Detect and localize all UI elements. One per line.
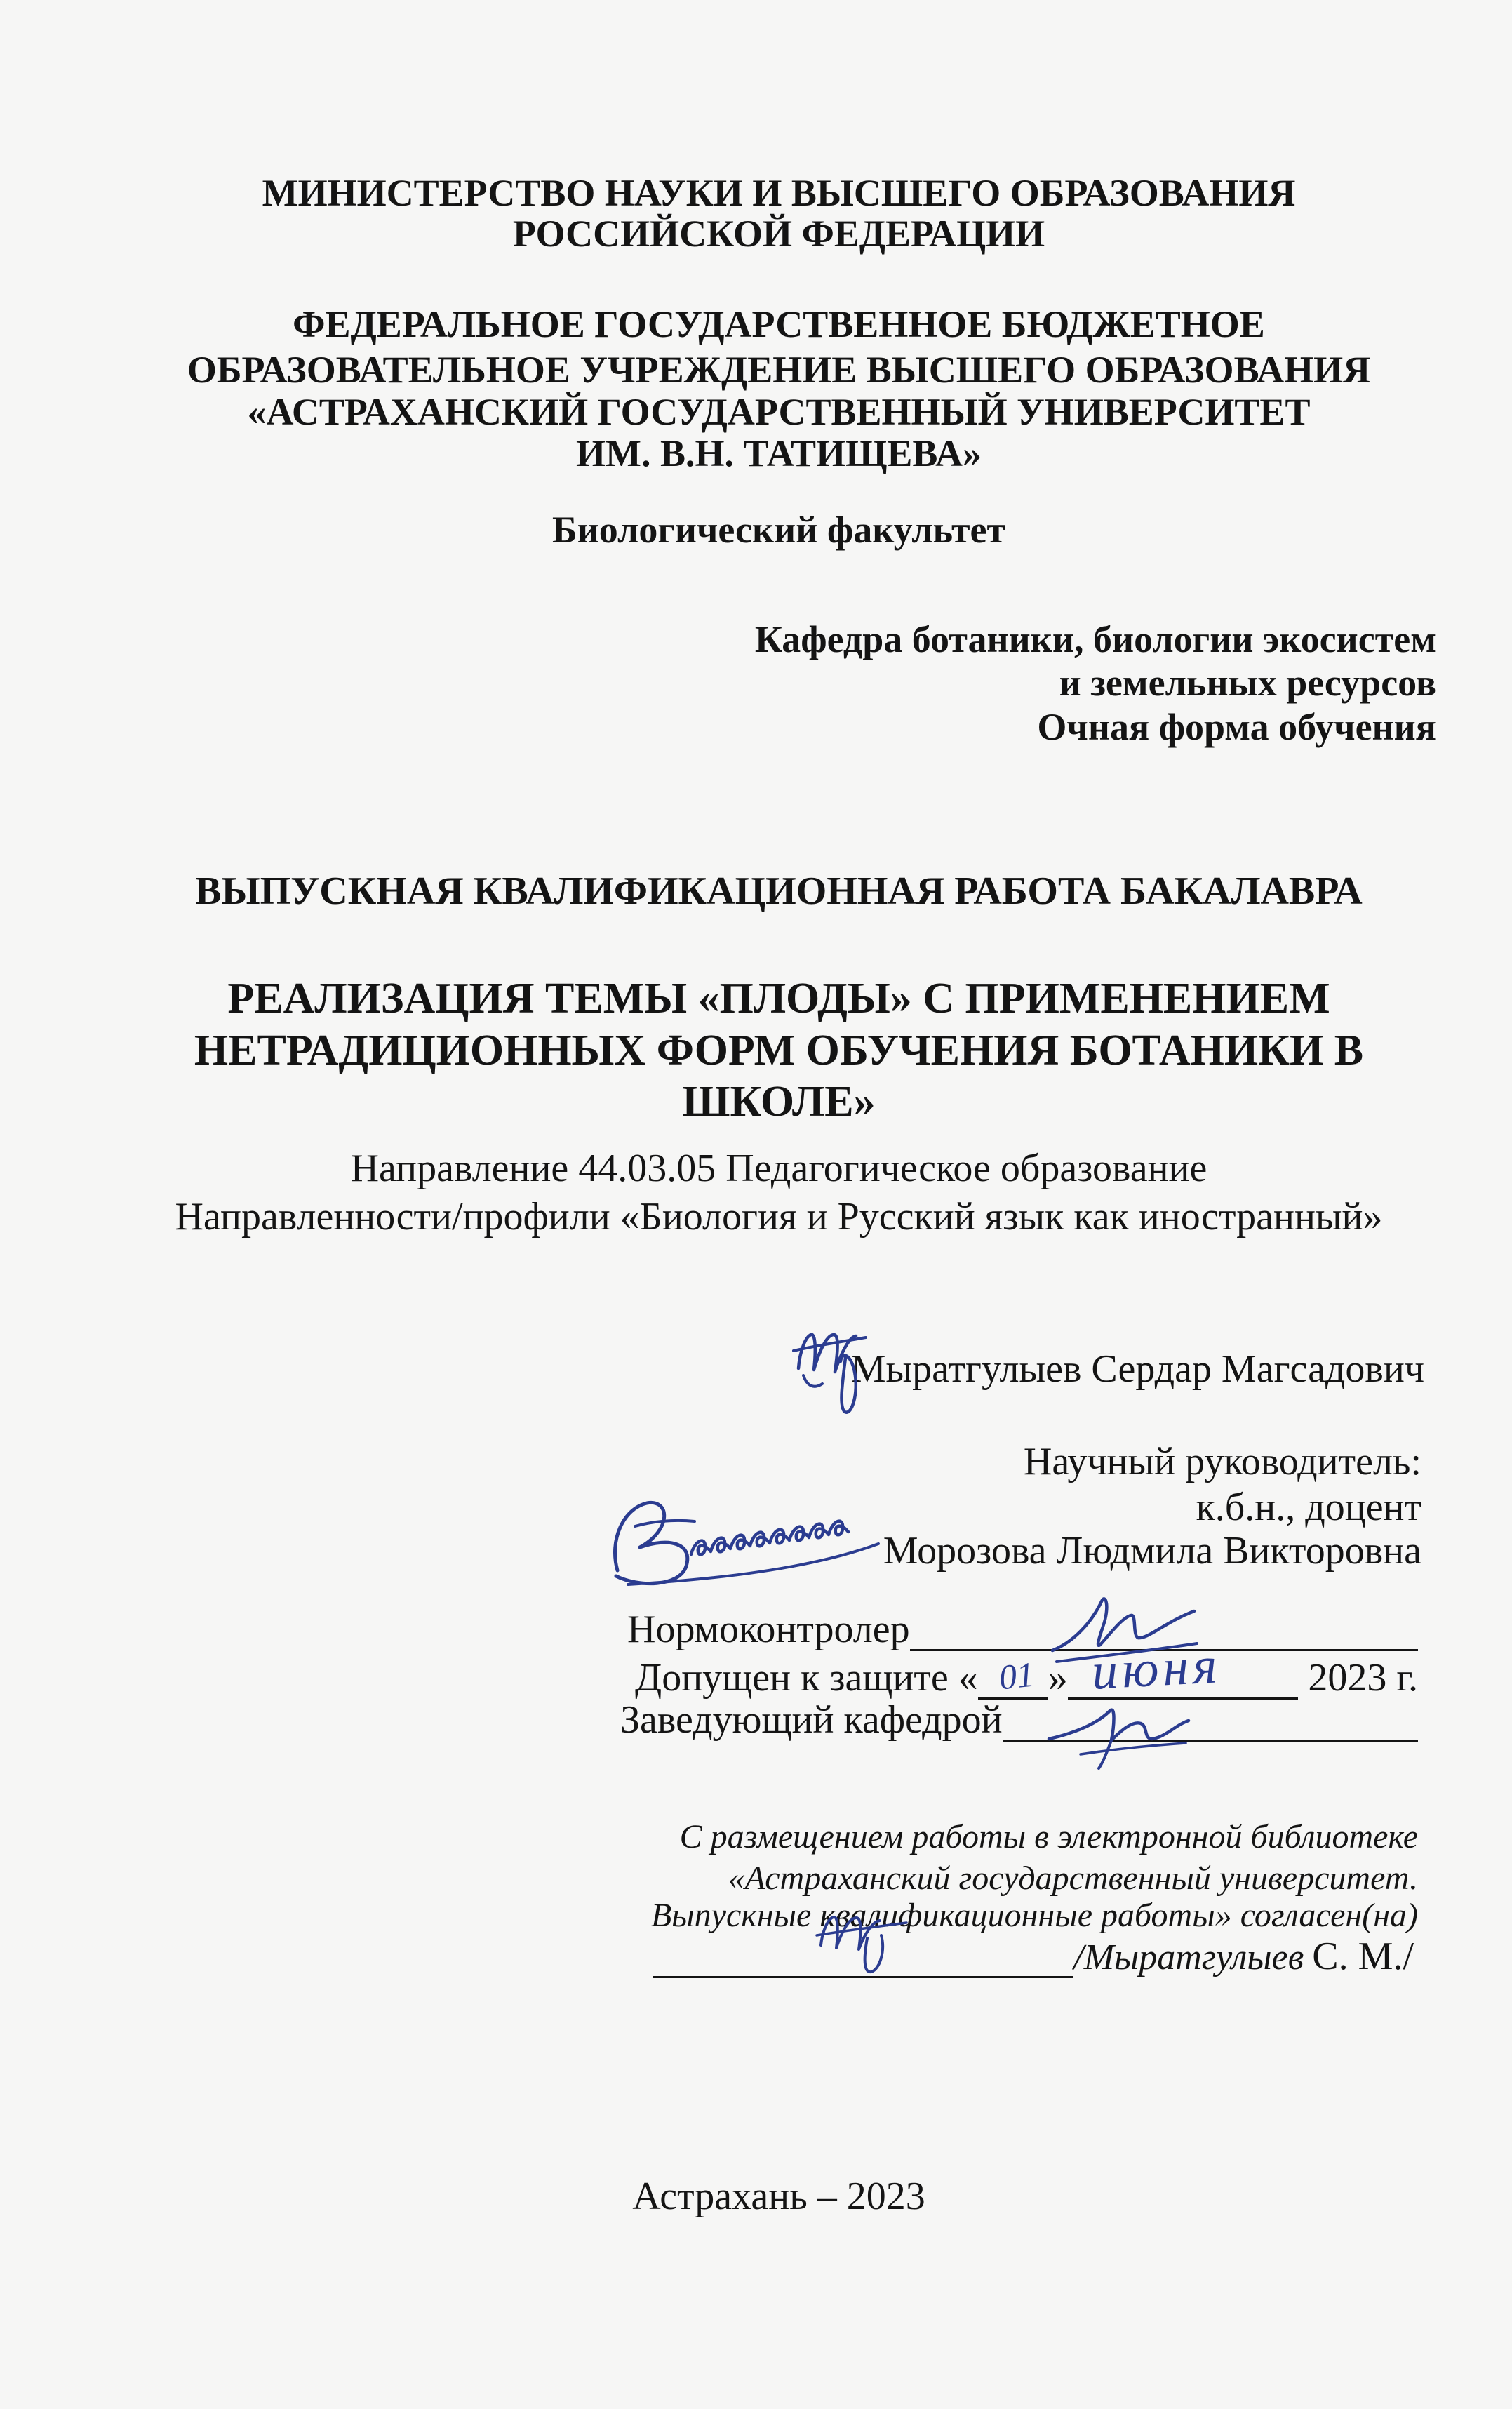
program-direction: Направление 44.03.05 Педагогическое образование: [350, 1147, 1207, 1190]
admission-day-blank: [978, 1654, 1048, 1700]
supervisor-signature-initial: [615, 1502, 687, 1583]
faculty-name: Биологический факультет: [551, 509, 1006, 551]
head-of-department-label: Заведующий кафедрой: [620, 1698, 1003, 1742]
study-form: Очная форма обучения: [1037, 706, 1436, 748]
admission-quote-close: »: [1048, 1656, 1068, 1700]
author-name: Мыратгулыев Сердар Магсадович: [850, 1347, 1424, 1391]
head-signature-stroke-3: [1081, 1743, 1186, 1754]
thesis-title-line-3: ШКОЛЕ»: [682, 1078, 876, 1126]
admission-year: 2023 г.: [1308, 1656, 1418, 1700]
supervisor-signature-crossbar: [635, 1521, 695, 1526]
consent-signer-surname: /Мыратгулыев: [1073, 1937, 1304, 1977]
normcontroller-label: Нормоконтролер: [627, 1608, 910, 1651]
normcontroller-row: [627, 1606, 1418, 1653]
work-type: ВЫПУСКНАЯ КВАЛИФИКАЦИОННАЯ РАБОТА БАКАЛАВРА: [195, 869, 1363, 913]
ministry-line-2: РОССИЙСКОЙ ФЕДЕРАЦИИ: [512, 213, 1045, 255]
university-line-3: «АСТРАХАНСКИЙ ГОСУДАРСТВЕННЫЙ УНИВЕРСИТЕТ: [247, 391, 1311, 433]
admission-day-handwritten: 01: [996, 1654, 1036, 1697]
supervisor-degree: к.б.н., доцент: [1196, 1486, 1421, 1529]
supervisor-signature-loops: [691, 1521, 848, 1555]
department-line-1: Кафедра ботаники, биологии экосистем: [754, 618, 1436, 660]
university-line-4: ИМ. В.Н. ТАТИЩЕВА»: [575, 432, 982, 474]
consent-line-3: Выпускные квалификационные работы» согласен(на): [650, 1897, 1418, 1934]
consent-line-2: «Астраханский государственный университет.: [728, 1860, 1418, 1897]
admission-month-handwritten: июня: [1090, 1636, 1223, 1701]
admission-prefix: Допущен к защите «: [635, 1656, 978, 1700]
supervisor-role: Научный руководитель:: [1023, 1440, 1421, 1483]
admission-month-blank: [1068, 1636, 1299, 1701]
supervisor-signature: [615, 1502, 878, 1584]
consent-line-1: С размещением работы в электронной библиотеке: [679, 1818, 1418, 1855]
ministry-line-1: МИНИСТЕРСТВО НАУКИ И ВЫСШЕГО ОБРАЗОВАНИЯ: [262, 172, 1296, 214]
consent-signature-blank: [653, 1937, 1073, 1978]
head-of-department-signature-blank: [1003, 1700, 1418, 1742]
university-line-2: ОБРАЗОВАТЕЛЬНОЕ УЧРЕЖДЕНИЕ ВЫСШЕГО ОБРАЗОВАНИЯ: [187, 349, 1371, 391]
thesis-title-line-2: НЕТРАДИЦИОННЫХ ФОРМ ОБУЧЕНИЯ БОТАНИКИ В: [194, 1027, 1364, 1074]
author-signature-stroke-4: [803, 1375, 822, 1387]
consent-signer-initials: С. М./: [1312, 1935, 1414, 1978]
admission-row: [635, 1636, 1418, 1702]
city-year: Астрахань – 2023: [632, 2175, 925, 2218]
department-line-2: и земельных ресурсов: [1059, 662, 1436, 704]
head-signature-stroke-2: [1099, 1740, 1111, 1768]
author-signature-stroke-1: [798, 1335, 856, 1372]
supervisor-name: Морозова Людмила Викторовна: [883, 1529, 1421, 1573]
program-profile: Направленности/профили «Биология и Русский язык как иностранный»: [175, 1195, 1383, 1239]
consent-signature-row: [653, 1933, 1414, 1980]
university-line-1: ФЕДЕРАЛЬНОЕ ГОСУДАРСТВЕННОЕ БЮДЖЕТНОЕ: [293, 303, 1265, 345]
supervisor-signature-underline: [628, 1544, 878, 1584]
thesis-title-line-1: РЕАЛИЗАЦИЯ ТЕМЫ «ПЛОДЫ» С ПРИМЕНЕНИЕМ: [227, 975, 1330, 1022]
head-of-department-row: [620, 1697, 1418, 1744]
